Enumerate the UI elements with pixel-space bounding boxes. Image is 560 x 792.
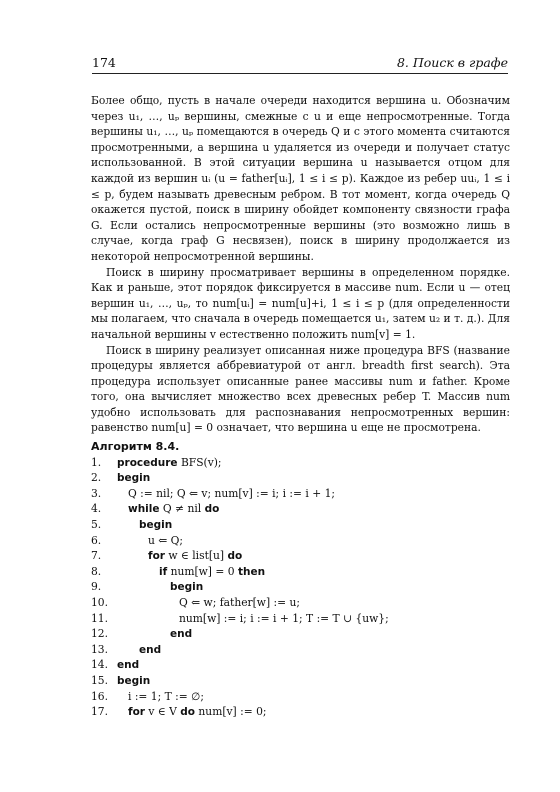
- algorithm-line: 2. begin: [91, 471, 151, 485]
- paragraph-1: Более общо, пусть в начале очереди находится вершина u. Обозначим через u₁, …, uₚ вершины, смежные с u и еще непросмотренные. Тогда вершины u₁, …, uₚ помещаются в очередь Q и с этого момента считаются просмотренными, а вершина u удаляется из очереди и получает статус использованной. В этой ситуации вершина u называется отцом для каждой из вершин uᵢ (u = father[uᵢ], 1 ≤ i ≤ p). Каждое из ребер uuᵢ, 1 ≤ i ≤ p, будем называть древесным ребром. В тот момент, когда очередь Q окажется пустой, поиск в ширину обойдет компоненту связности графа G. Если остались непросмотренные вершины (это возможно лишь в случае, когда граф G несвязен), поиск в ширину продолжается из некоторой непросмотренной вершины.: [91, 94, 510, 263]
- algorithm-line: 1. procedure BFS(v);: [91, 455, 222, 469]
- algorithm-line: 4. while Q ≠ nil do: [91, 502, 220, 516]
- algorithm-line: 16. i := 1; T := ∅;: [91, 689, 205, 703]
- chapter-title: 8. Поиск в графе: [396, 55, 508, 70]
- paragraph-3: Поиск в ширину реализует описанная ниже процедура BFS (название процедуры является аббревиатурой от англ. breadth first search). Эта процедура использует описанные ранее массивы num и father. Кроме того, она вычисляет множество всех древесных ребер T. Массив num удобно использовать для распознавания непросмотренных вершин: равенство num[u] = 0 означает, что вершина u еще не просмотрена.: [91, 343, 510, 435]
- running-header: [92, 55, 508, 71]
- algorithm-line: 5. begin: [91, 518, 173, 532]
- algorithm-line: 13. end: [91, 642, 162, 656]
- paragraph-2: Поиск в ширину просматривает вершины в определенном порядке. Как и раньше, этот порядок фиксируется в массиве num. Если u — отец вершин u₁, …, uₚ, то num[uᵢ] = num[u]+i, 1 ≤ i ≤ p (для определенности мы полагаем, что сначала в очередь помещается u₁, затем u₂ и т. д.). Для начальной вершины v естественно положить num[v] = 1.: [91, 265, 510, 341]
- header-rule: [92, 73, 508, 74]
- body-text: [91, 93, 510, 720]
- algorithm-line: 14. end: [91, 658, 140, 672]
- algorithm-line: 3. Q := nil; Q ⇐ v; num[v] := i; i := i + 1;: [91, 486, 335, 500]
- algorithm-line: 12. end: [91, 627, 193, 641]
- algorithm-line: 8. if num[w] = 0 then: [91, 564, 266, 578]
- page-number: 174: [92, 55, 116, 70]
- algorithm-line: 10. Q ⇐ w; father[w] := u;: [91, 596, 300, 609]
- algorithm-line: 17. for v ∈ V do num[v] := 0;: [91, 705, 267, 719]
- algorithm-line: 11. num[w] := i; i := i + 1; T := T ∪ {uw};: [91, 611, 389, 625]
- algorithm-line: 9. begin: [91, 580, 204, 594]
- algorithm-title: Алгоритм 8.4.: [91, 440, 180, 454]
- algorithm-line: 7. for w ∈ list[u] do: [91, 549, 243, 563]
- algorithm-line: 15. begin: [91, 673, 151, 687]
- algorithm-line: 6. u ⇐ Q;: [91, 533, 184, 547]
- algorithm-listing: [91, 455, 510, 720]
